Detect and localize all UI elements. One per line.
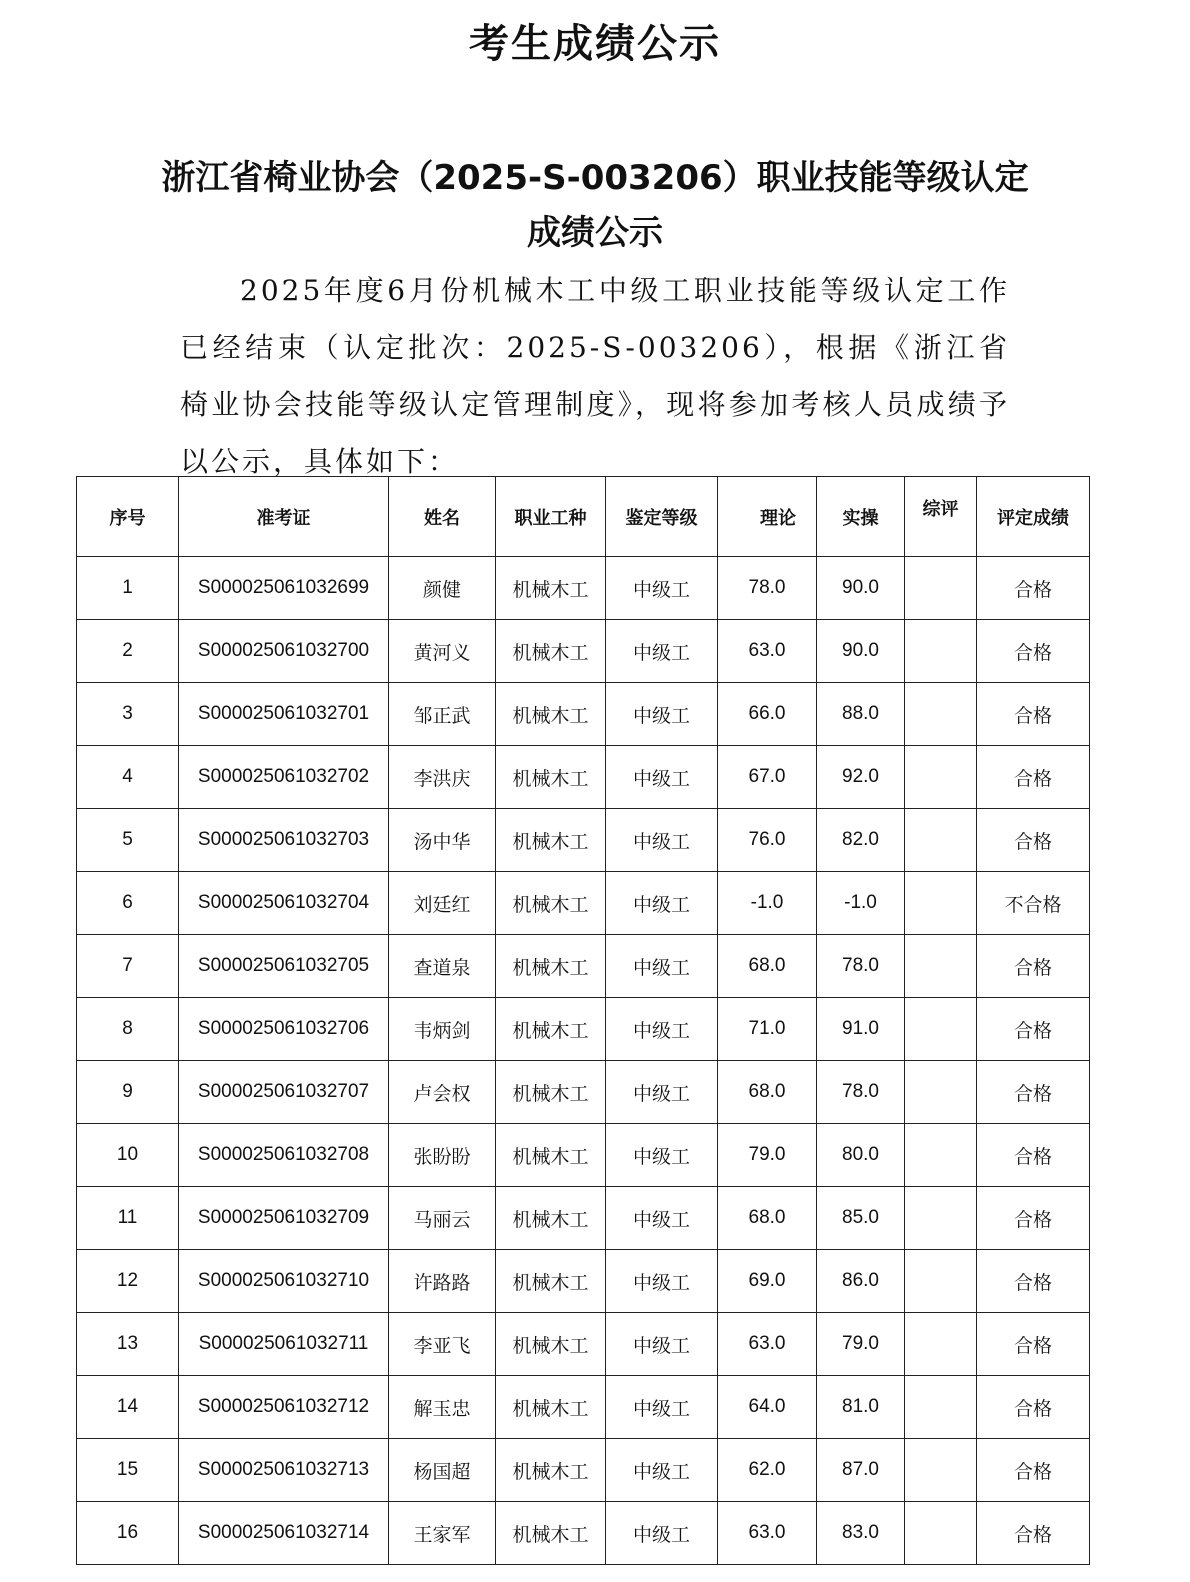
cell-cert: S000025061032702 bbox=[179, 746, 389, 809]
cell-overall bbox=[905, 683, 977, 746]
cell-trade: 机械木工 bbox=[496, 1439, 606, 1502]
cell-level: 中级工 bbox=[606, 1187, 718, 1250]
notice-heading: 浙江省椅业协会（2025-S-003206）职业技能等级认定 bbox=[161, 158, 1029, 198]
cell-trade: 机械木工 bbox=[496, 1124, 606, 1187]
cell-trade: 机械木工 bbox=[496, 1502, 606, 1565]
score-table bbox=[76, 476, 1090, 1565]
table-row bbox=[77, 620, 1090, 683]
cell-name: 许路路 bbox=[389, 1250, 496, 1313]
cell-theory: 79.0 bbox=[718, 1124, 817, 1187]
cell-level: 中级工 bbox=[606, 809, 718, 872]
cell-name: 刘廷红 bbox=[389, 872, 496, 935]
cell-cert: S000025061032713 bbox=[179, 1439, 389, 1502]
cell-cert: S000025061032706 bbox=[179, 998, 389, 1061]
cell-trade: 机械木工 bbox=[496, 1187, 606, 1250]
table-row bbox=[77, 1376, 1090, 1439]
cell-trade: 机械木工 bbox=[496, 872, 606, 935]
cell-name: 王家军 bbox=[389, 1502, 496, 1565]
cell-name: 邹正武 bbox=[389, 683, 496, 746]
cell-practice: 87.0 bbox=[817, 1439, 905, 1502]
cell-name: 韦炳剑 bbox=[389, 998, 496, 1061]
cell-name: 汤中华 bbox=[389, 809, 496, 872]
cell-name: 杨国超 bbox=[389, 1439, 496, 1502]
cell-seq: 1 bbox=[77, 557, 179, 620]
cell-level: 中级工 bbox=[606, 1502, 718, 1565]
cell-cert: S000025061032710 bbox=[179, 1250, 389, 1313]
header-seq: 序号 bbox=[77, 477, 179, 557]
cell-overall bbox=[905, 1439, 977, 1502]
cell-result: 合格 bbox=[977, 683, 1090, 746]
cell-name: 颜健 bbox=[389, 557, 496, 620]
cell-overall bbox=[905, 809, 977, 872]
table-row bbox=[77, 1124, 1090, 1187]
cell-level: 中级工 bbox=[606, 1061, 718, 1124]
cell-theory: 62.0 bbox=[718, 1439, 817, 1502]
cell-seq: 9 bbox=[77, 1061, 179, 1124]
cell-practice: 78.0 bbox=[817, 935, 905, 998]
cell-overall bbox=[905, 746, 977, 809]
cell-result: 合格 bbox=[977, 1439, 1090, 1502]
cell-level: 中级工 bbox=[606, 1376, 718, 1439]
cell-trade: 机械木工 bbox=[496, 1313, 606, 1376]
cell-seq: 14 bbox=[77, 1376, 179, 1439]
cell-level: 中级工 bbox=[606, 872, 718, 935]
cell-theory: 63.0 bbox=[718, 620, 817, 683]
cell-practice: 90.0 bbox=[817, 620, 905, 683]
cell-trade: 机械木工 bbox=[496, 935, 606, 998]
table-row bbox=[77, 557, 1090, 620]
cell-trade: 机械木工 bbox=[496, 1376, 606, 1439]
intro-paragraph: 2025年度6月份机械木工中级工职业技能等级认定工作已经结束（认定批次：2025-S-003206），根据《浙江省椅业协会技能等级认定管理制度》，现将参加考核人员成绩予以公示，具体如下： bbox=[180, 274, 1010, 478]
cell-result: 合格 bbox=[977, 557, 1090, 620]
cell-trade: 机械木工 bbox=[496, 620, 606, 683]
table-body bbox=[77, 557, 1090, 1565]
cell-theory: 76.0 bbox=[718, 809, 817, 872]
table-row bbox=[77, 935, 1090, 998]
cell-cert: S000025061032704 bbox=[179, 872, 389, 935]
cell-result: 不合格 bbox=[977, 872, 1090, 935]
cell-name: 马丽云 bbox=[389, 1187, 496, 1250]
cell-overall bbox=[905, 1502, 977, 1565]
cell-seq: 7 bbox=[77, 935, 179, 998]
cell-result: 合格 bbox=[977, 1124, 1090, 1187]
cell-cert: S000025061032700 bbox=[179, 620, 389, 683]
cell-level: 中级工 bbox=[606, 746, 718, 809]
cell-name: 卢会权 bbox=[389, 1061, 496, 1124]
cell-theory: 64.0 bbox=[718, 1376, 817, 1439]
cell-seq: 4 bbox=[77, 746, 179, 809]
cell-cert: S000025061032703 bbox=[179, 809, 389, 872]
cell-cert: S000025061032707 bbox=[179, 1061, 389, 1124]
header-trade: 职业工种 bbox=[496, 477, 606, 557]
cell-overall bbox=[905, 557, 977, 620]
cell-level: 中级工 bbox=[606, 1124, 718, 1187]
cell-result: 合格 bbox=[977, 620, 1090, 683]
cell-name: 李洪庆 bbox=[389, 746, 496, 809]
cell-trade: 机械木工 bbox=[496, 998, 606, 1061]
cell-result: 合格 bbox=[977, 1376, 1090, 1439]
cell-level: 中级工 bbox=[606, 935, 718, 998]
table-row bbox=[77, 872, 1090, 935]
cell-trade: 机械木工 bbox=[496, 1061, 606, 1124]
cell-seq: 5 bbox=[77, 809, 179, 872]
cell-name: 黄河义 bbox=[389, 620, 496, 683]
cell-seq: 16 bbox=[77, 1502, 179, 1565]
cell-theory: 69.0 bbox=[718, 1250, 817, 1313]
cell-theory: 63.0 bbox=[718, 1502, 817, 1565]
cell-practice: 83.0 bbox=[817, 1502, 905, 1565]
cell-practice: 80.0 bbox=[817, 1124, 905, 1187]
cell-level: 中级工 bbox=[606, 1439, 718, 1502]
cell-trade: 机械木工 bbox=[496, 1250, 606, 1313]
cell-seq: 13 bbox=[77, 1313, 179, 1376]
cell-theory: 78.0 bbox=[718, 557, 817, 620]
header-theory: 理论 bbox=[718, 477, 817, 557]
cell-seq: 6 bbox=[77, 872, 179, 935]
cell-name: 张盼盼 bbox=[389, 1124, 496, 1187]
cell-theory: 68.0 bbox=[718, 1061, 817, 1124]
cell-theory: 68.0 bbox=[718, 935, 817, 998]
cell-practice: 88.0 bbox=[817, 683, 905, 746]
cell-seq: 15 bbox=[77, 1439, 179, 1502]
cell-result: 合格 bbox=[977, 1250, 1090, 1313]
cell-seq: 12 bbox=[77, 1250, 179, 1313]
cell-result: 合格 bbox=[977, 1187, 1090, 1250]
page-title: 考生成绩公示 bbox=[469, 21, 721, 67]
table-row bbox=[77, 809, 1090, 872]
cell-cert: S000025061032699 bbox=[179, 557, 389, 620]
cell-practice: 82.0 bbox=[817, 809, 905, 872]
cell-overall bbox=[905, 1187, 977, 1250]
cell-result: 合格 bbox=[977, 1502, 1090, 1565]
cell-name: 查道泉 bbox=[389, 935, 496, 998]
cell-cert: S000025061032705 bbox=[179, 935, 389, 998]
header-result: 评定成绩 bbox=[977, 477, 1090, 557]
cell-overall bbox=[905, 935, 977, 998]
cell-practice: 92.0 bbox=[817, 746, 905, 809]
header-name: 姓名 bbox=[389, 477, 496, 557]
cell-theory: 67.0 bbox=[718, 746, 817, 809]
table-row bbox=[77, 1187, 1090, 1250]
table-row bbox=[77, 1502, 1090, 1565]
cell-theory: 71.0 bbox=[718, 998, 817, 1061]
cell-level: 中级工 bbox=[606, 557, 718, 620]
cell-overall bbox=[905, 1061, 977, 1124]
table-row bbox=[77, 683, 1090, 746]
cell-theory: 63.0 bbox=[718, 1313, 817, 1376]
cell-cert: S000025061032709 bbox=[179, 1187, 389, 1250]
cell-overall bbox=[905, 872, 977, 935]
cell-result: 合格 bbox=[977, 998, 1090, 1061]
cell-overall bbox=[905, 1124, 977, 1187]
cell-result: 合格 bbox=[977, 746, 1090, 809]
cell-practice: 79.0 bbox=[817, 1313, 905, 1376]
cell-trade: 机械木工 bbox=[496, 683, 606, 746]
cell-practice: 90.0 bbox=[817, 557, 905, 620]
header-overall: 综评 bbox=[905, 477, 977, 557]
cell-result: 合格 bbox=[977, 1061, 1090, 1124]
cell-level: 中级工 bbox=[606, 1250, 718, 1313]
table-row bbox=[77, 1061, 1090, 1124]
cell-practice: 81.0 bbox=[817, 1376, 905, 1439]
notice-subheading: 成绩公示 bbox=[527, 213, 663, 253]
table-row bbox=[77, 1250, 1090, 1313]
cell-seq: 10 bbox=[77, 1124, 179, 1187]
cell-level: 中级工 bbox=[606, 1313, 718, 1376]
cell-overall bbox=[905, 1313, 977, 1376]
cell-practice: 85.0 bbox=[817, 1187, 905, 1250]
cell-overall bbox=[905, 620, 977, 683]
table-row bbox=[77, 1313, 1090, 1376]
cell-trade: 机械木工 bbox=[496, 809, 606, 872]
cell-result: 合格 bbox=[977, 935, 1090, 998]
cell-seq: 11 bbox=[77, 1187, 179, 1250]
cell-level: 中级工 bbox=[606, 683, 718, 746]
cell-overall bbox=[905, 1376, 977, 1439]
cell-cert: S000025061032711 bbox=[179, 1313, 389, 1376]
cell-theory: 68.0 bbox=[718, 1187, 817, 1250]
table-header-row bbox=[77, 477, 1090, 557]
cell-seq: 2 bbox=[77, 620, 179, 683]
cell-practice: 86.0 bbox=[817, 1250, 905, 1313]
cell-level: 中级工 bbox=[606, 620, 718, 683]
cell-cert: S000025061032712 bbox=[179, 1376, 389, 1439]
cell-overall bbox=[905, 998, 977, 1061]
table-row bbox=[77, 998, 1090, 1061]
cell-seq: 3 bbox=[77, 683, 179, 746]
cell-cert: S000025061032708 bbox=[179, 1124, 389, 1187]
cell-practice: -1.0 bbox=[817, 872, 905, 935]
cell-overall bbox=[905, 1250, 977, 1313]
cell-trade: 机械木工 bbox=[496, 746, 606, 809]
cell-theory: 66.0 bbox=[718, 683, 817, 746]
cell-result: 合格 bbox=[977, 1313, 1090, 1376]
header-cert: 准考证 bbox=[179, 477, 389, 557]
table-row bbox=[77, 1439, 1090, 1502]
header-practice: 实操 bbox=[817, 477, 905, 557]
header-level: 鉴定等级 bbox=[606, 477, 718, 557]
cell-theory: -1.0 bbox=[718, 872, 817, 935]
cell-cert: S000025061032714 bbox=[179, 1502, 389, 1565]
cell-practice: 91.0 bbox=[817, 998, 905, 1061]
cell-result: 合格 bbox=[977, 809, 1090, 872]
cell-seq: 8 bbox=[77, 998, 179, 1061]
cell-trade: 机械木工 bbox=[496, 557, 606, 620]
cell-cert: S000025061032701 bbox=[179, 683, 389, 746]
cell-name: 解玉忠 bbox=[389, 1376, 496, 1439]
cell-practice: 78.0 bbox=[817, 1061, 905, 1124]
table-row bbox=[77, 746, 1090, 809]
cell-level: 中级工 bbox=[606, 998, 718, 1061]
cell-name: 李亚飞 bbox=[389, 1313, 496, 1376]
